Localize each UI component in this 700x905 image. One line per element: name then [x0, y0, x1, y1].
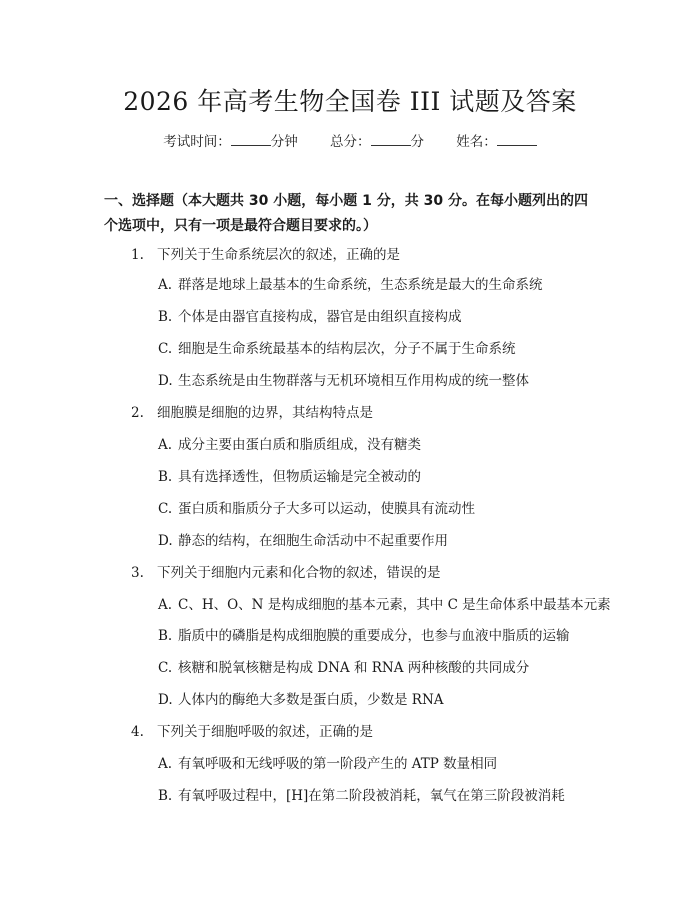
option-3a	[158, 596, 611, 614]
option-text: 群落是地球上最基本的生命系统，生态系统是最大的生命系统	[178, 277, 543, 293]
option-1d	[158, 372, 529, 390]
total-score-unit: 分	[410, 134, 424, 150]
option-letter: B.	[158, 309, 173, 325]
option-text: 有氧呼吸和无线呼吸的第一阶段产生的 ATP 数量相同	[178, 756, 498, 772]
option-3d	[158, 691, 444, 709]
option-letter: D.	[158, 533, 173, 549]
option-2d	[158, 532, 448, 550]
option-letter: D.	[158, 692, 173, 708]
option-letter: A.	[158, 437, 173, 453]
question-stem: 细胞膜是细胞的边界，其结构特点是	[157, 405, 373, 421]
name-label: 姓名：	[456, 134, 497, 150]
option-text: 有氧呼吸过程中，[H]在第二阶段被消耗，氧气在第三阶段被消耗	[178, 788, 565, 804]
question-2	[131, 404, 373, 422]
option-4b	[158, 787, 565, 805]
option-2b	[158, 468, 421, 486]
question-number: 2.	[131, 405, 144, 421]
option-letter: C.	[158, 660, 173, 676]
page-title: 2026 年高考生物全国卷 III 试题及答案	[123, 87, 577, 116]
option-letter: B.	[158, 469, 173, 485]
question-stem: 下列关于生命系统层次的叙述，正确的是	[157, 247, 400, 263]
question-1	[131, 246, 400, 264]
option-text: 蛋白质和脂质分子大多可以运动，使膜具有流动性	[178, 501, 475, 517]
option-text: 静态的结构，在细胞生命活动中不起重要作用	[178, 533, 448, 549]
option-1b	[158, 308, 462, 326]
question-4	[131, 723, 373, 741]
option-text: 人体内的酶绝大多数是蛋白质，少数是 RNA	[178, 692, 444, 708]
question-number: 4.	[131, 724, 144, 740]
exam-time-field	[163, 134, 298, 150]
option-text: C、H、O、N 是构成细胞的基本元素，其中 C 是生命体系中最基本元素	[178, 597, 611, 613]
option-3c	[158, 659, 529, 677]
option-text: 脂质中的磷脂是构成细胞膜的重要成分，也参与血液中脂质的运输	[178, 628, 570, 644]
exam-time-blank[interactable]	[231, 133, 271, 146]
option-1c	[158, 340, 516, 358]
exam-time-unit: 分钟	[270, 134, 298, 150]
exam-meta	[0, 130, 700, 150]
option-letter: A.	[158, 597, 173, 613]
option-text: 个体是由器官直接构成，器官是由组织直接构成	[178, 309, 462, 325]
option-2c	[158, 500, 475, 518]
option-text: 具有选择透性，但物质运输是完全被动的	[178, 469, 421, 485]
name-field	[456, 134, 537, 150]
total-score-label: 总分：	[330, 134, 371, 150]
option-letter: D.	[158, 373, 173, 389]
option-letter: B.	[158, 628, 173, 644]
question-number: 3.	[131, 565, 144, 581]
question-3	[131, 564, 441, 582]
option-letter: A.	[158, 756, 173, 772]
option-letter: A.	[158, 277, 173, 293]
question-stem: 下列关于细胞内元素和化合物的叙述，错误的是	[157, 565, 441, 581]
option-text: 核糖和脱氧核糖是构成 DNA 和 RNA 两种核酸的共同成分	[178, 660, 530, 676]
option-text: 细胞是生命系统最基本的结构层次，分子不属于生命系统	[178, 341, 516, 357]
question-stem: 下列关于细胞呼吸的叙述，正确的是	[157, 724, 373, 740]
option-letter: B.	[158, 788, 173, 804]
question-number: 1.	[131, 247, 144, 263]
name-blank[interactable]	[497, 133, 537, 146]
option-1a	[158, 276, 543, 294]
option-4a	[158, 755, 497, 773]
option-letter: C.	[158, 341, 173, 357]
option-text: 生态系统是由生物群落与无机环境相互作用构成的统一整体	[178, 373, 529, 389]
option-text: 成分主要由蛋白质和脂质组成，没有糖类	[178, 437, 421, 453]
option-3b	[158, 627, 570, 645]
total-score-field	[330, 134, 424, 150]
option-letter: C.	[158, 501, 173, 517]
option-2a	[158, 436, 421, 454]
total-score-blank[interactable]	[371, 133, 411, 146]
exam-time-label: 考试时间：	[163, 134, 231, 150]
section-heading: 一、选择题（本大题共 30 小题，每小题 1 分，共 30 分。在每小题列出的四个选项中，只有一项是最符合题目要求的。）	[104, 193, 588, 234]
